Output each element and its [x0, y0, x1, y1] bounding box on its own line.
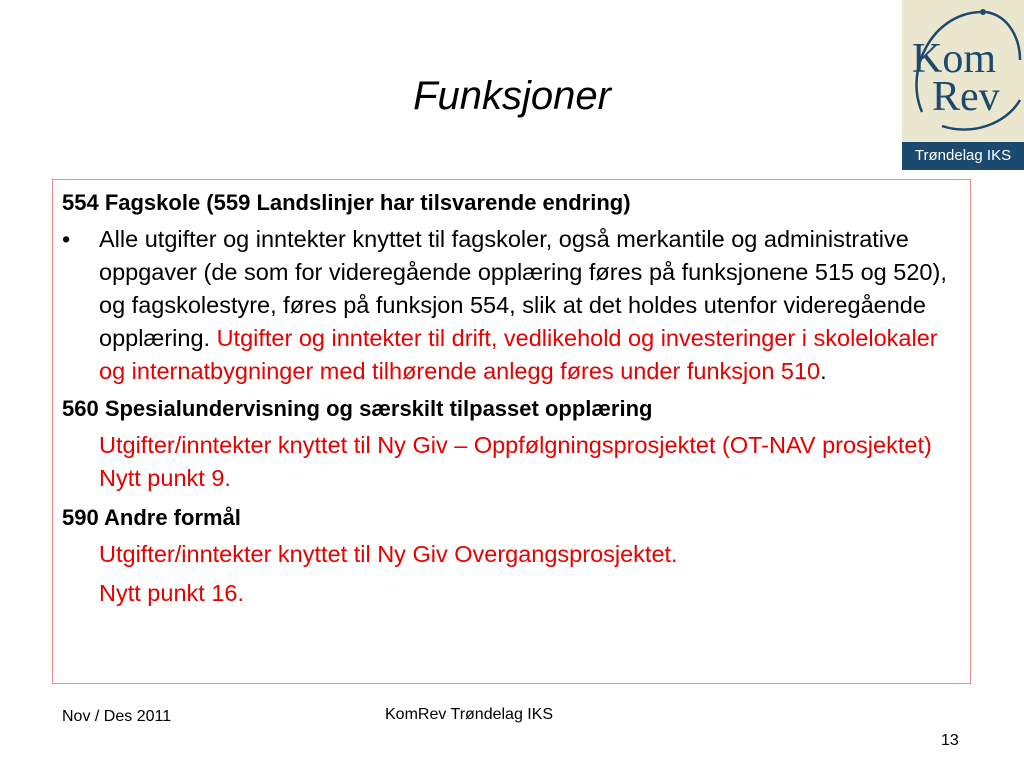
komrev-logo	[902, 0, 1024, 170]
bullet-text-red: Utgifter og inntekter til drift, vedlikehold og investeringer i skolelokaler og internatbygninger med tilhørende anlegg føres under funksjon 510	[99, 325, 938, 384]
bullet-text-black: Alle utgifter og inntekter knyttet til fagskoler, også merkantile og administrative oppgaver (de som for videregående opplæring føres på funksjonene 515 og 520), og fagskolestyre, føres på funksjon 554, slik at det holdes utenfor videregående opplæring.	[99, 226, 947, 351]
bullet-marker: •	[62, 226, 71, 252]
slide-title: Funksjoner	[413, 74, 611, 118]
section-560-text: Utgifter/inntekter knyttet til Ny Giv – Oppfølgningsprosjektet (OT-NAV prosjektet) Nytt punkt 9.	[99, 432, 932, 491]
content-body	[62, 186, 952, 616]
section-554-bullet	[62, 223, 952, 388]
section-590-text-2: Nytt punkt 16.	[99, 580, 244, 606]
section-590-heading: 590 Andre formål	[62, 505, 241, 530]
logo-text-rev: Rev	[932, 74, 1000, 120]
footer-date: Nov / Des 2011	[62, 708, 172, 725]
page-number: 13	[941, 732, 959, 749]
section-554-heading: 554 Fagskole (559 Landslinjer har tilsvarende endring)	[62, 190, 631, 215]
logo-band: Trøndelag IKS	[902, 142, 1024, 170]
bullet-text-end: .	[820, 358, 827, 384]
section-560-heading: 560 Spesialundervisning og særskilt tilpasset opplæring	[62, 396, 653, 421]
footer-organization: KomRev Trøndelag IKS	[385, 706, 554, 723]
logo-text-kom: Kom	[912, 36, 996, 82]
section-590-text-1: Utgifter/inntekter knyttet til Ny Giv Overgangsprosjektet.	[99, 541, 678, 567]
